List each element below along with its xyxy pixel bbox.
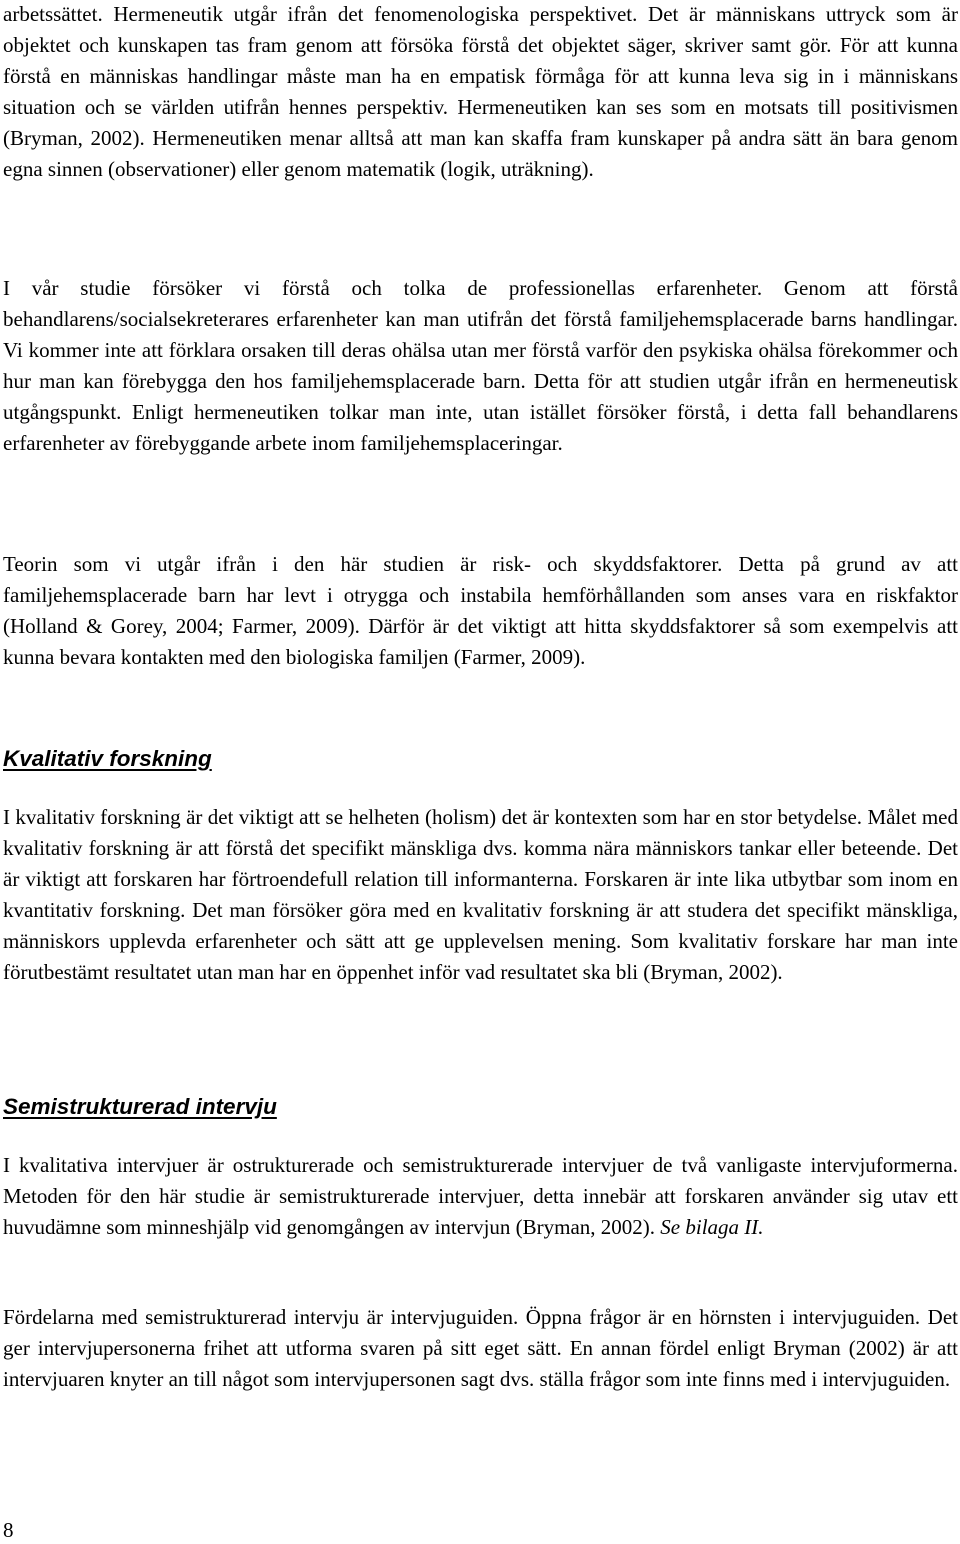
heading-semistrukturerad-intervju: Semistrukturerad intervju [3,1094,277,1119]
paragraph-teorin: Teorin som vi utgår ifrån i den här studien är risk- och skyddsfaktorer. Detta på grund av att familjehemsplacerade barn har levt i otrygga och instabila hemförhållanden som anses vara en riskfaktor (Holland & Gorey, 2004; Farmer, 2009). Därför är det viktigt att hitta skyddsfaktorer så som exempelvis att kunna bevara kontakten med den biologiska familjen (Farmer, 2009). [3,552,958,669]
heading-kvalitativ-forskning: Kvalitativ forskning [3,746,212,771]
paragraph-fordelarna: Fördelarna med semistrukturerad intervju är intervjuguiden. Öppna frågor är en hörnsten i intervjuguiden. Det ger intervjupersonerna frihet att utforma svaren på sitt eget sätt. En annan fördel enligt Bryman (2002) är att intervjuaren knyter an till något som intervjupersonen sagt dvs. ställa frågor som inte finns med i intervjuguiden. [3,1305,958,1391]
paragraph-kvalitativ: I kvalitativ forskning är det viktigt att se helheten (holism) det är kontexten som har en stor betydelse. Målet med kvalitativ forskning är att förstå det specifikt mänskliga dvs. komma nära människors tankar eller beteende. Det är viktigt att forskaren har förtroendefull relation till informanterna. Forskaren är inte lika utbytbar som inom en kvantitativ forskning. Det man försöker göra med en kvalitativ forskning är att studera det specifikt mänskliga, människors upplevda erfarenheter och sätt att ge upplevelsen mening. Som kvalitativ forskare har man inte förutbestämt resultatet utan man har en öppenhet inför vad resultatet ska bli (Bryman, 2002). [3,805,958,984]
appendix-reference: Se bilaga II. [660,1215,764,1239]
paragraph-hermeneutik: arbetssättet. Hermeneutik utgår ifrån det fenomenologiska perspektivet. Det är människans uttryck som är objektet och kunskapen tas fram genom att försöka förstå det objektet säger, skriver samt gör. För att kunna förstå en människas handlingar måste man ha en empatisk förmåga för att kunna leva sig in i människans situation och se världen utifrån hennes perspektiv. Hermeneutiken kan ses som en motsats till positivismen (Bryman, 2002). Hermeneutiken menar alltså att man kan skaffa fram kunskaper på andra sätt än bara genom egna sinnen (observationer) eller genom matematik (logik, uträkning). [3,2,958,181]
paragraph-var-studie: I vår studie försöker vi förstå och tolka de professionellas erfarenheter. Genom att förstå behandlarens/socialsekreterares erfarenheter kan man utifrån det förstå familjehemsplacerade barns handlingar. Vi kommer inte att förklara orsaken till deras ohälsa utan mer förstå varför den psykiska ohälsa förekommer och hur man kan förebygga den hos familjehemsplacerade barn. Detta för att studien utgår ifrån en hermeneutisk utgångspunkt. Enligt hermeneutiken tolkar man inte, utan istället försöker förstå, i detta fall behandlarens erfarenheter av förebyggande arbete inom familjehemsplaceringar. [3,276,958,455]
paragraph-intervjuer [3,1150,958,1243]
page-number: 8 [3,1518,14,1542]
paragraph-intervjuer-text: I kvalitativa intervjuer är ostrukturerade och semistrukturerade intervjuer de två vanligaste intervjuformerna. Metoden för den här studie är semistrukturerade intervjuer, detta innebär att forskaren använder sig utav ett huvudämne som minneshjälp vid genomgången av intervjun (Bryman, 2002). [3,1153,958,1239]
